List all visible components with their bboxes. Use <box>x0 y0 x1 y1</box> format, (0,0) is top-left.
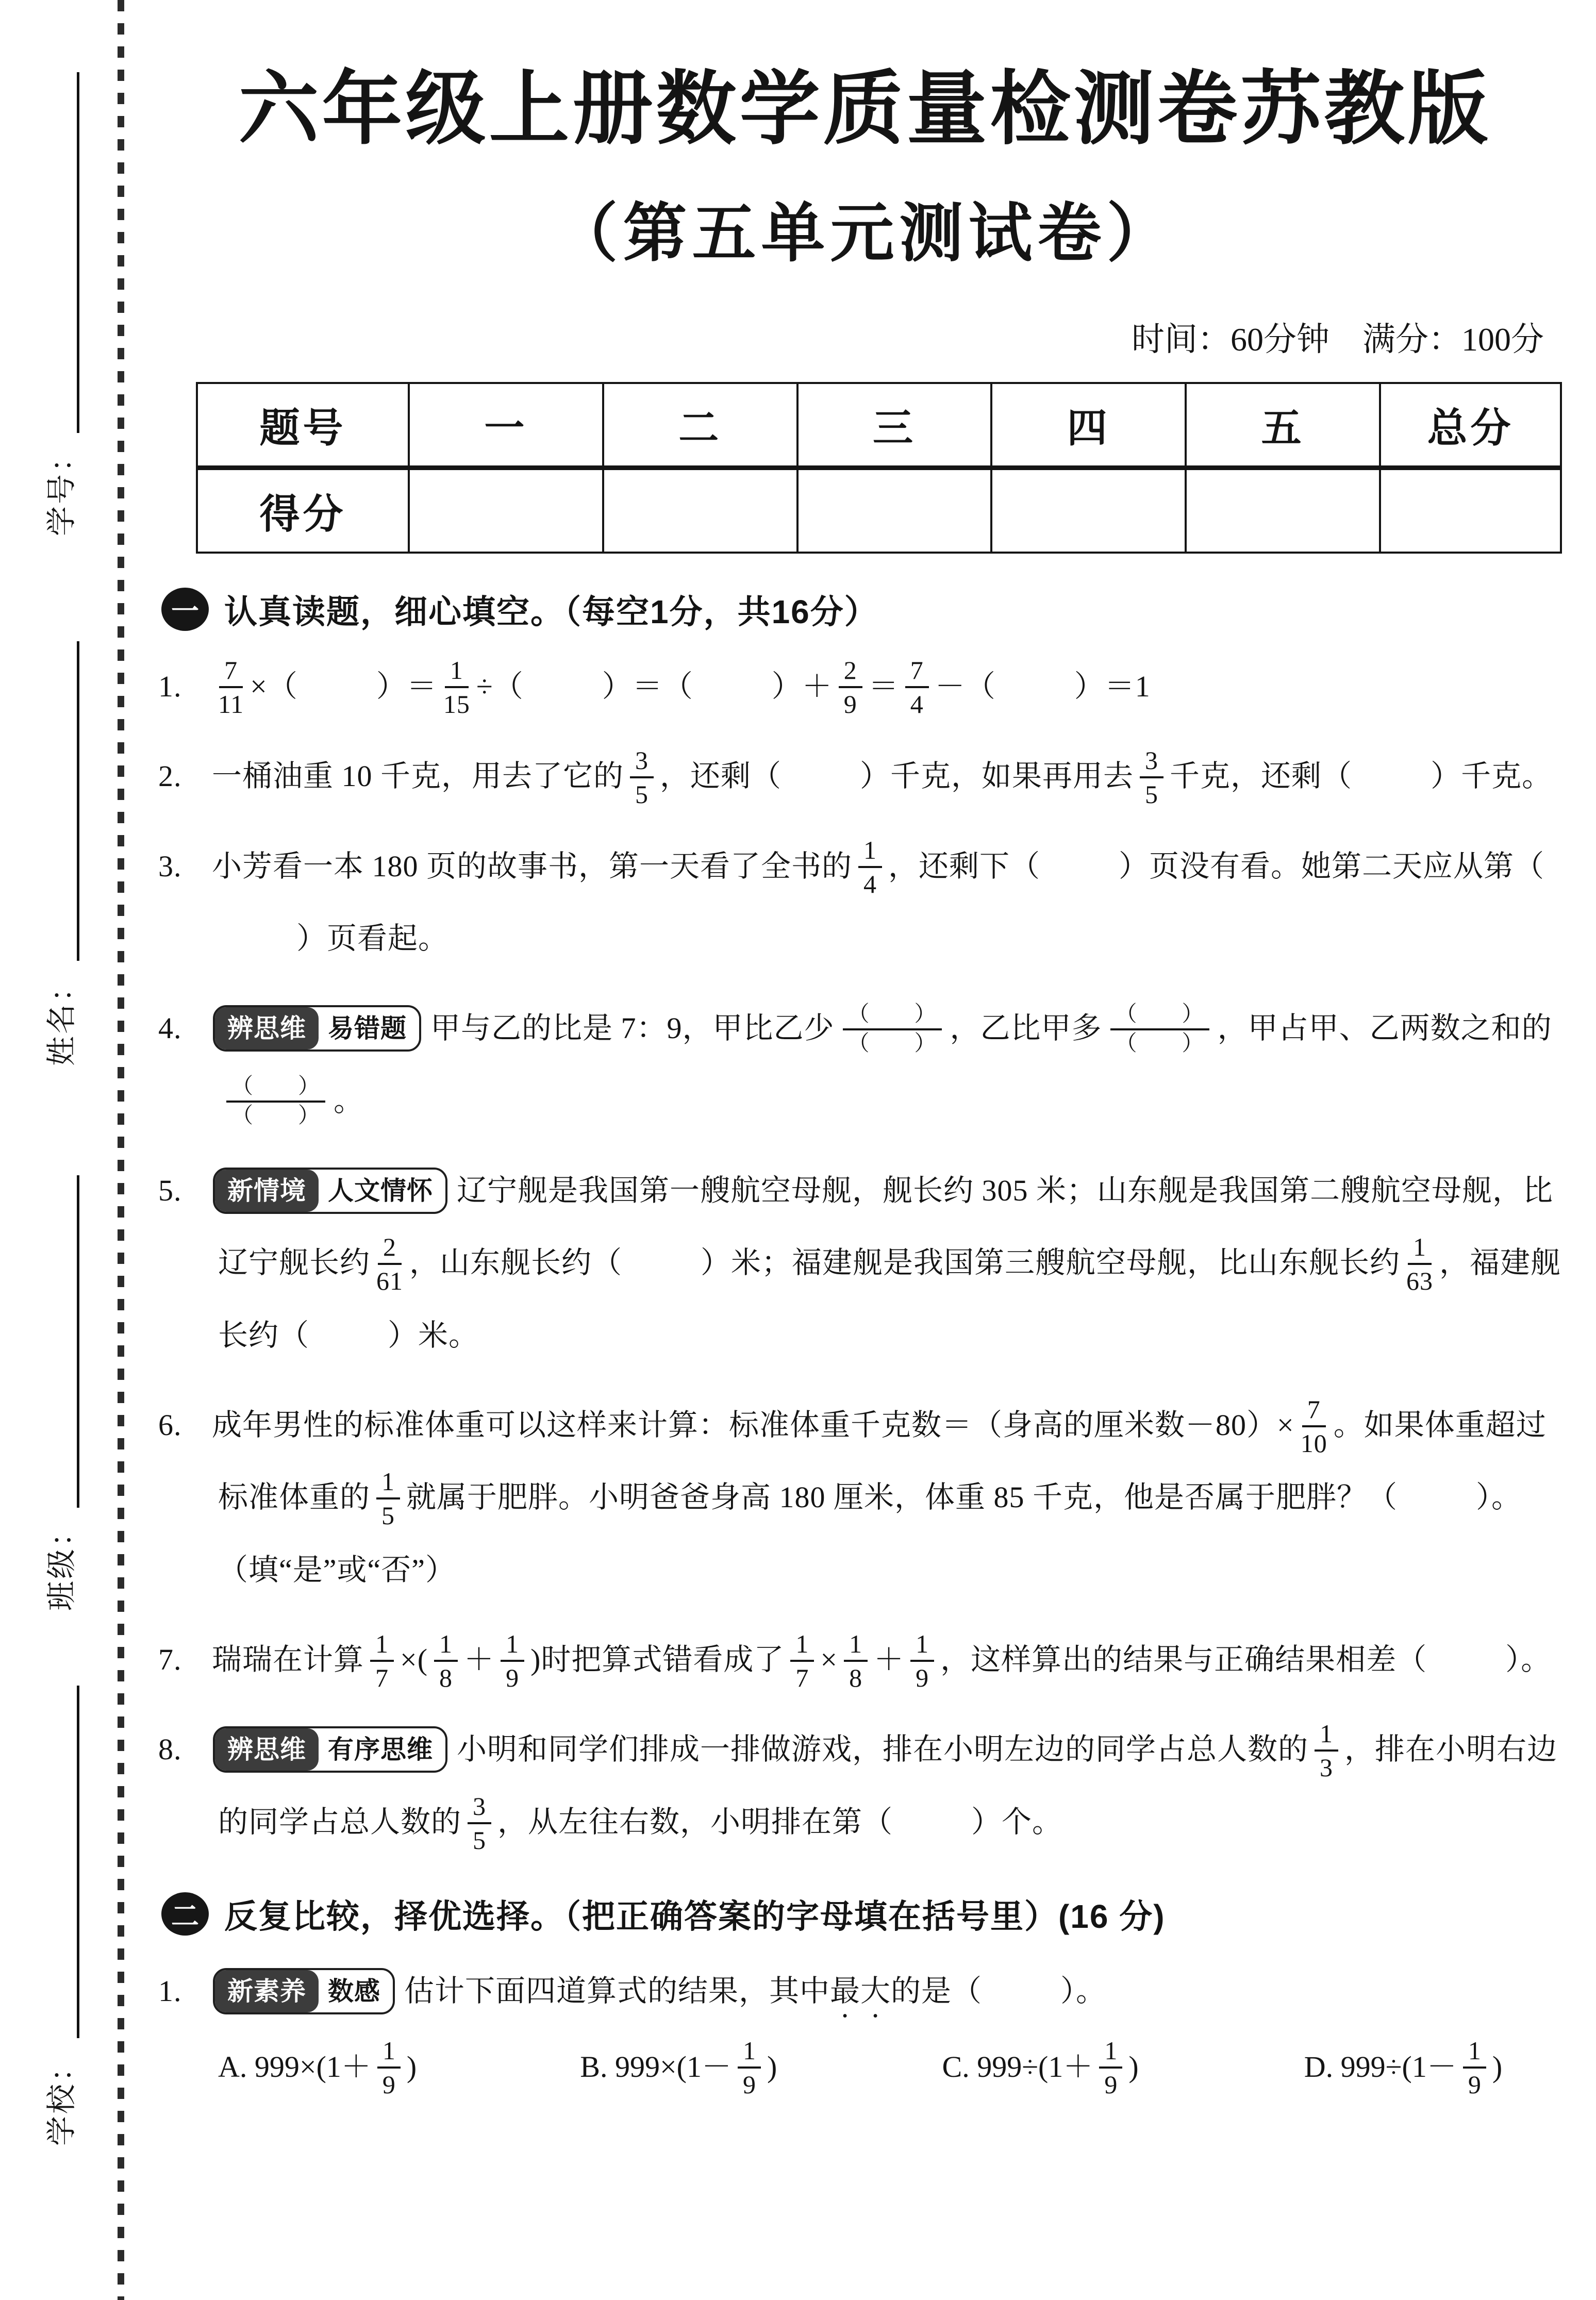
fraction-denominator: 9 <box>382 2070 395 2099</box>
question <box>157 830 1572 975</box>
student-id-label: 学号： <box>45 440 78 536</box>
question-text: B. 999×(1－ <box>580 2049 732 2084</box>
score-cell <box>603 468 797 553</box>
fraction <box>376 1232 403 1295</box>
question-text: ）＝1 <box>1074 669 1151 703</box>
score-table-header-cell: 总分 <box>1380 383 1561 468</box>
score-table-header-cell: 四 <box>991 383 1186 468</box>
fraction-numerator: 1 <box>1463 2036 1486 2069</box>
fraction-numerator: 1 <box>1315 1719 1338 1752</box>
fraction-numerator: 3 <box>468 1792 491 1824</box>
question-number: 3. <box>158 849 182 883</box>
question <box>157 1955 1572 2027</box>
fraction-numerator: 1 <box>738 2036 761 2069</box>
fraction <box>434 1629 458 1692</box>
score-cell <box>991 468 1186 553</box>
question-text: ，乙比甲多 <box>950 1011 1102 1045</box>
question-text: ）米；福建舰是我国第三艘航空母舰，比山东舰长约 <box>701 1246 1401 1280</box>
school-label: 学校： <box>45 2049 78 2146</box>
question-text: 小明和同学们排成一排做游戏，排在小明左边的同学占总人数的 <box>457 1732 1309 1766</box>
school-write-line <box>77 1686 79 2038</box>
exam-time-score-meta: 时间：60分钟 满分：100分 <box>1132 321 1544 358</box>
section-title: 认真读题，细心填空。（每空1分，共16分） <box>224 593 878 630</box>
fraction <box>1140 746 1163 809</box>
fraction <box>218 656 244 719</box>
question-text: ＝ <box>868 669 899 703</box>
question <box>157 1155 1572 1372</box>
fraction-denominator: 5 <box>381 1501 395 1530</box>
fraction <box>858 836 882 898</box>
question-text: ）。 <box>1505 1643 1552 1677</box>
fraction-numerator: 3 <box>1140 746 1163 778</box>
score-table <box>196 382 1562 554</box>
fraction <box>1099 2036 1122 2099</box>
question-number: 2. <box>158 759 182 793</box>
score-table-header-cell: 二 <box>603 383 797 468</box>
score-label-cell: 得分 <box>197 468 409 553</box>
question-text: ）＝（ <box>602 669 693 703</box>
section-number-icon: 二 <box>161 1892 209 1936</box>
question-tag <box>213 1005 421 1052</box>
fraction-numerator: 2 <box>378 1232 402 1265</box>
fraction-denominator: 15 <box>443 690 470 719</box>
question-text: 的是（ <box>891 1974 983 2008</box>
question-text: ，福建舰长约（ <box>218 1246 1561 1352</box>
question-text: ，山东舰长约（ <box>409 1246 623 1280</box>
question-number: 1. <box>158 669 182 703</box>
section-header <box>161 586 1572 633</box>
class-write-line <box>77 1175 79 1508</box>
question-text: 。如果体重超过标准体重的 <box>218 1408 1547 1514</box>
question-text: 辽宁舰是我国第一艘航空母舰，舰长约 305 米；山东舰是我国第二艘航空母舰，比辽宁舰长约 <box>218 1173 1554 1280</box>
fraction-numerator: 7 <box>219 656 243 688</box>
question-text: ）。 <box>1060 1974 1107 2008</box>
question-text: ）。（填“是”或“否”） <box>218 1480 1522 1587</box>
question-text: ）千克。 <box>1431 759 1553 793</box>
question-text: ，还剩（ <box>660 759 782 793</box>
question-number: 6. <box>158 1408 182 1442</box>
options-row <box>157 2031 1572 2103</box>
fraction-denominator: 9 <box>916 1663 929 1692</box>
tag-dark: 辨思维 <box>215 1728 319 1771</box>
question-text: 就属于肥胖。小明爸爸身高 180 厘米，体重 85 千克，他是否属于肥胖？（ <box>406 1480 1398 1514</box>
score-table-header-cell: 一 <box>409 383 603 468</box>
fraction-numerator: 1 <box>1408 1232 1432 1265</box>
section-number-icon: 一 <box>161 588 209 631</box>
fraction-numerator: （ ） <box>843 1003 942 1030</box>
question-text: －（ <box>935 669 996 703</box>
question-number: 8. <box>158 1732 182 1766</box>
question-text: C. 999÷(1＋ <box>942 2049 1093 2084</box>
score-table-header-cell: 三 <box>797 383 992 468</box>
score-table-header-row <box>197 383 1561 468</box>
question-text: A. 999×(1＋ <box>218 2049 371 2084</box>
question-text: 甲与乙的比是 7：9，甲比乙少 <box>430 1011 835 1045</box>
fraction-numerator: 1 <box>376 1467 400 1499</box>
fraction-numerator: 1 <box>501 1629 524 1662</box>
fraction-denominator: 7 <box>375 1663 389 1692</box>
question-text: ，还剩下（ <box>888 849 1041 883</box>
question-text: ）个。 <box>971 1805 1063 1839</box>
fraction-numerator: （ ） <box>226 1075 325 1103</box>
fraction-numerator: 1 <box>790 1629 814 1662</box>
fraction-numerator: 1 <box>1099 2036 1122 2069</box>
score-cell <box>409 468 603 553</box>
question-text: 小芳看一本 180 页的故事书，第一天看了全书的 <box>212 849 853 883</box>
question-text: ) <box>1492 2049 1503 2084</box>
question-text: ＋ <box>874 1643 905 1677</box>
fraction-denominator: 61 <box>376 1266 404 1295</box>
question-text: ）页没有看。她第二天应从第（ <box>1119 849 1545 883</box>
tag-light: 人文情怀 <box>319 1170 445 1212</box>
fraction-numerator: 1 <box>377 2036 401 2069</box>
question-text: ÷（ <box>476 669 524 703</box>
fraction-numerator: 2 <box>839 656 862 688</box>
fraction <box>1463 2036 1486 2099</box>
question-text: ）千克，如果再用去 <box>860 759 1134 793</box>
fraction-numerator: 1 <box>858 836 882 868</box>
fraction-denominator: 5 <box>1145 779 1159 809</box>
question-text: )时把算式错看成了 <box>530 1643 785 1677</box>
question-text: 千克，还剩（ <box>1170 759 1353 793</box>
question-text: 瑞瑞在计算 <box>212 1643 364 1677</box>
fraction-denominator: 5 <box>473 1825 487 1855</box>
fraction <box>376 1467 400 1530</box>
question-text: ) <box>406 2049 417 2084</box>
question-text: ，排在小明右边的同学占总人数的 <box>218 1732 1558 1839</box>
fraction <box>377 2036 401 2099</box>
tag-light: 易错题 <box>319 1007 419 1049</box>
fraction-denominator: 63 <box>1406 1266 1434 1295</box>
tag-dark: 辨思维 <box>215 1007 319 1049</box>
question-tag <box>213 1726 447 1773</box>
question-text: ，从左往右数，小明排在第（ <box>497 1805 893 1839</box>
fraction <box>468 1792 491 1855</box>
fraction-denominator: 9 <box>506 1663 520 1692</box>
fraction-numerator: 7 <box>905 656 929 688</box>
option <box>942 2031 1304 2103</box>
question-text: 成年男性的标准体重可以这样来计算：标准体重千克数＝（身高的厘米数－80）× <box>212 1408 1294 1442</box>
score-cell <box>797 468 992 553</box>
question <box>157 1389 1572 1606</box>
question-text: 。 <box>334 1084 364 1118</box>
tag-dark: 新素养 <box>215 1970 319 2012</box>
fraction-numerator: 7 <box>1302 1395 1326 1427</box>
question-text: D. 999÷(1－ <box>1304 2049 1457 2084</box>
fraction-numerator: （ ） <box>1110 1003 1209 1030</box>
fraction <box>738 2036 761 2099</box>
option <box>1304 2031 1572 2103</box>
fraction-denominator: 9 <box>843 690 857 719</box>
section-header <box>161 1890 1572 1938</box>
question-text: ＋ <box>464 1643 495 1677</box>
fraction-numerator: 3 <box>630 746 654 778</box>
fraction-denominator: 7 <box>795 1663 809 1692</box>
question-text: ) <box>767 2049 777 2084</box>
question-text-emphasis: 最大 <box>830 1974 891 2008</box>
fraction <box>1406 1232 1433 1295</box>
score-cell <box>1186 468 1380 553</box>
option <box>218 2031 580 2103</box>
blank-fraction <box>1110 1003 1209 1056</box>
question-number: 7. <box>158 1643 182 1677</box>
question-text: ，甲占甲、乙两数之和的 <box>1217 1011 1552 1045</box>
score-cell <box>1380 468 1561 553</box>
fraction <box>443 656 470 719</box>
fraction-denominator: 9 <box>1104 2070 1118 2099</box>
fraction-numerator: 1 <box>844 1629 868 1662</box>
fraction-denominator: （ ） <box>1115 1031 1204 1056</box>
fraction <box>910 1629 934 1692</box>
question-tag <box>213 1168 447 1214</box>
fraction <box>1315 1719 1338 1782</box>
fraction-denominator: 10 <box>1300 1428 1327 1458</box>
question-text: 一桶油重 10 千克，用去了它的 <box>212 759 624 793</box>
fraction <box>370 1629 394 1692</box>
question-text: ）米。 <box>388 1318 479 1352</box>
question-number: 5. <box>158 1173 182 1207</box>
fraction <box>905 656 929 719</box>
blank-fraction <box>843 1003 942 1056</box>
exam-subtitle: （第五单元测试卷） <box>554 198 1176 269</box>
fraction <box>844 1629 868 1692</box>
score-table-header-cell: 五 <box>1186 383 1380 468</box>
fraction-denominator: 11 <box>218 690 244 719</box>
fraction-denominator: 9 <box>742 2070 756 2099</box>
question-tag <box>213 1968 395 2014</box>
fraction <box>839 656 862 719</box>
question-text: ×（ <box>250 669 298 703</box>
option <box>580 2031 942 2103</box>
question-text: ）＝ <box>376 669 437 703</box>
fraction <box>630 746 654 809</box>
score-table-score-row <box>197 468 1561 553</box>
fraction-denominator: 4 <box>910 690 924 719</box>
fraction-numerator: 1 <box>434 1629 458 1662</box>
question-text: ，这样算出的结果与正确结果相差（ <box>940 1643 1427 1677</box>
fraction-numerator: 1 <box>445 656 469 688</box>
fraction-denominator: （ ） <box>847 1031 937 1056</box>
question-text: ）＋ <box>771 669 833 703</box>
blank-fraction <box>226 1075 325 1128</box>
content-area <box>157 0 1572 2103</box>
question <box>157 1713 1572 1858</box>
question-text: ×( <box>400 1643 428 1677</box>
question-text: × <box>820 1643 838 1677</box>
question <box>157 740 1572 812</box>
tag-dark: 新情境 <box>215 1170 319 1212</box>
tag-light: 有序思维 <box>319 1728 445 1771</box>
exam-title: 六年级上册数学质量检测卷苏教版 <box>238 65 1491 154</box>
question-sections <box>157 586 1572 2103</box>
question-number: 4. <box>158 1011 182 1045</box>
fraction <box>790 1629 814 1692</box>
tag-light: 数感 <box>319 1970 393 2012</box>
student-name-write-line <box>77 641 79 961</box>
question-number: 1. <box>158 1974 182 2008</box>
fraction-numerator: 1 <box>370 1629 394 1662</box>
fraction-numerator: 1 <box>910 1629 934 1662</box>
student-id-write-line <box>77 72 79 433</box>
fraction-denominator: 3 <box>1320 1753 1334 1782</box>
question-text: ）页看起。 <box>296 921 449 955</box>
fraction-denominator: （ ） <box>231 1104 321 1128</box>
question-text: ) <box>1128 2049 1139 2084</box>
fraction-denominator: 4 <box>863 870 877 899</box>
fraction-denominator: 8 <box>439 1663 453 1692</box>
fraction-denominator: 8 <box>849 1663 863 1692</box>
question-text: 估计下面四道算式的结果，其中 <box>404 1974 830 2008</box>
fraction-denominator: 9 <box>1468 2070 1481 2099</box>
question <box>157 1624 1572 1696</box>
question <box>157 992 1572 1137</box>
student-name-label: 姓名： <box>45 970 78 1066</box>
question <box>157 651 1572 723</box>
fraction <box>501 1629 524 1692</box>
fraction <box>1301 1395 1327 1458</box>
section-title: 反复比较，择优选择。（把正确答案的字母填在括号里）(16 分) <box>224 1898 1166 1936</box>
binding-dashed-line <box>118 0 124 2300</box>
fraction-denominator: 5 <box>635 779 649 809</box>
class-label: 班级： <box>45 1514 78 1611</box>
score-table-header-cell: 题号 <box>197 383 409 468</box>
